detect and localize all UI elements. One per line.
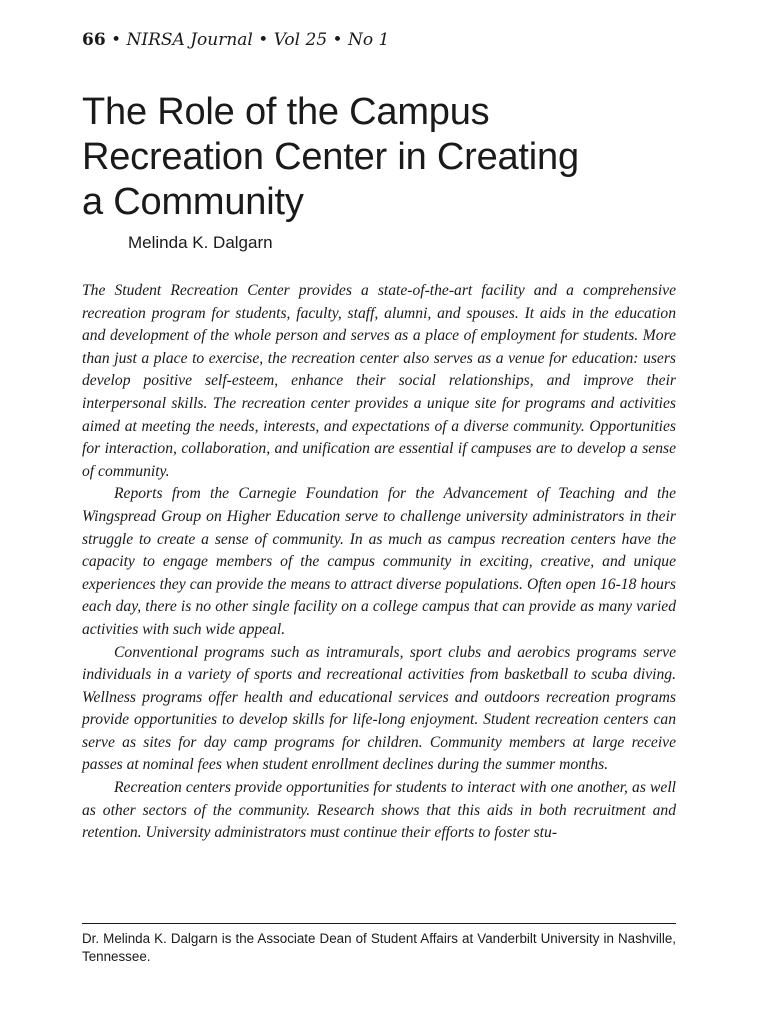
journal-citation: • NIRSA Journal • Vol 25 • No 1	[105, 30, 390, 50]
body-paragraph-programs: Conventional programs such as intramurals, sport clubs and aerobics programs serve individuals in a variety of sports and recreational activities from basketball to scuba diving. Wellness programs offer health and educational services and outdoors recreation programs provide opportunities to develop skills for life-long enjoyment. Student recreation centers can serve as sites for day camp programs for children. Community members at large receive passes at nominal fees when student enrollment declines during the summer months.	[82, 643, 676, 774]
footnote-divider	[82, 923, 676, 924]
abstract-paragraph: The Student Recreation Center provides a state-of-the-art facility and a comprehensive recreation program for students, faculty, staff, alumni, and spouses. It aids in the education and development of the whole person and serves as a place of employment for students. More than just a place to exercise, the recreation center also serves as a venue for education: users develop positive self-esteem, enhance their social relationships, and improve their interpersonal skills. The recreation center provides a unique site for programs and activities aimed at meeting the needs, interests, and expectations of a diverse community. Opportunities for interaction, collaboration, and unification are essential if campuses are to develop a sense of community.	[82, 282, 676, 480]
author-footnote: Dr. Melinda K. Dalgarn is the Associate Dean of Student Affairs at Vanderbilt University in Nashville, Tennessee.	[82, 931, 676, 964]
running-head	[82, 29, 389, 51]
article-title-line-3: a Community	[82, 181, 304, 223]
article-title	[82, 90, 682, 225]
body-paragraph-interaction: Recreation centers provide opportunities for students to interact with one another, as well as other sectors of the community. Research shows that this aids in both recruitment and retention. University administrators must continue their efforts to foster stu-	[82, 779, 676, 842]
article-title-line-2: Recreation Center in Creating	[82, 136, 579, 178]
journal-page	[82, 0, 676, 1024]
article-title-line-1: The Role of the Campus	[82, 91, 490, 133]
article-body	[82, 280, 676, 845]
page-number: 66	[82, 30, 106, 50]
article-author: Melinda K. Dalgarn	[128, 233, 273, 252]
body-paragraph-carnegie: Reports from the Carnegie Foundation for the Advancement of Teaching and the Wingspread Group on Higher Education serve to challenge university administrators in their struggle to create a sense of community. In as much as campus recreation centers have the capacity to engage members of the campus community in exciting, creative, and unique experiences they can provide the means to attract diverse populations. Often open 16-18 hours each day, there is no other single facility on a college campus that can provide as many varied activities with such wide appeal.	[82, 485, 676, 638]
